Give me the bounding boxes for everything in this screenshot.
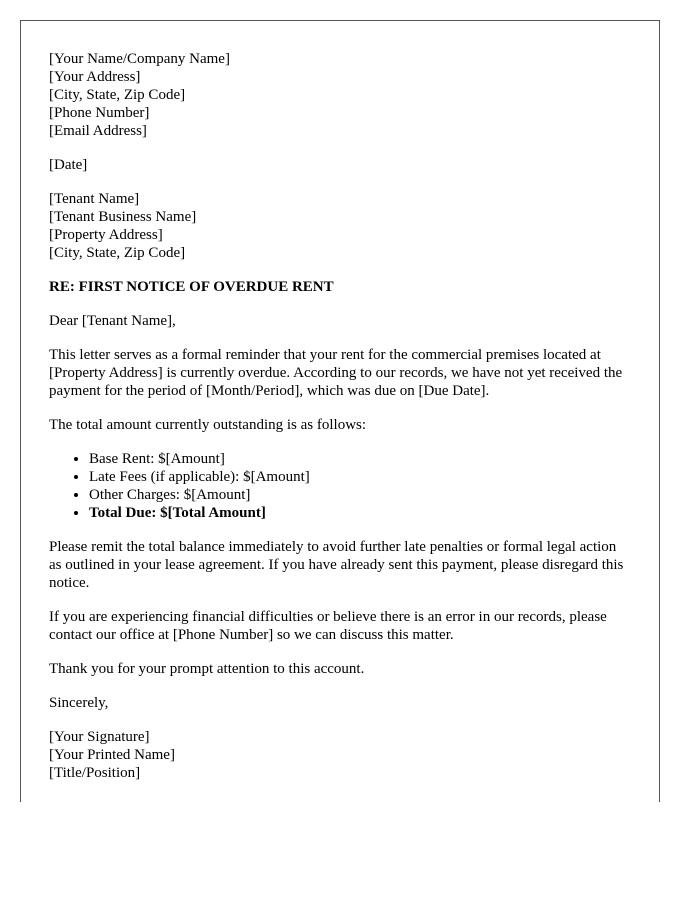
signature-block xyxy=(49,728,631,782)
letter-page xyxy=(20,20,660,802)
sender-block xyxy=(49,50,631,140)
sender-address: [Your Address] xyxy=(49,69,141,85)
remit-paragraph: Please remit the total balance immediately to avoid further late penalties or formal legal action as outlined in your lease agreement. If you have already sent this payment, please disregard this notice. xyxy=(49,539,624,591)
closing: Sincerely, xyxy=(49,695,109,711)
thanks-paragraph: Thank you for your prompt attention to this account. xyxy=(49,661,365,677)
recipient-property: [Property Address] xyxy=(49,227,163,243)
list-item: • Other Charges: $[Amount] xyxy=(89,486,631,504)
recipient-business: [Tenant Business Name] xyxy=(49,209,197,225)
intro-paragraph: This letter serves as a formal reminder that your rent for the commercial premises located at [Property Address] is currently overdue. According to our records, we have not yet received the payment for the period of [Month/Period], which was due on [Due Date]. xyxy=(49,347,623,399)
title-position: [Title/Position] xyxy=(49,765,141,781)
charges-list xyxy=(49,450,631,522)
sender-phone: [Phone Number] xyxy=(49,105,150,121)
outstanding-paragraph: The total amount currently outstanding is as follows: xyxy=(49,417,367,433)
recipient-block xyxy=(49,190,631,262)
list-item: • Late Fees (if applicable): $[Amount] xyxy=(89,468,631,486)
subject-line: RE: FIRST NOTICE OF OVERDUE RENT xyxy=(49,279,334,295)
recipient-city: [City, State, Zip Code] xyxy=(49,245,186,261)
sender-name: [Your Name/Company Name] xyxy=(49,51,230,67)
recipient-name: [Tenant Name] xyxy=(49,191,140,207)
date-line: [Date] xyxy=(49,157,88,173)
printed-name: [Your Printed Name] xyxy=(49,747,175,763)
signature-line: [Your Signature] xyxy=(49,729,150,745)
salutation: Dear [Tenant Name], xyxy=(49,313,176,329)
total-due-item: • Total Due: $[Total Amount] xyxy=(89,504,631,522)
difficulties-paragraph: If you are experiencing financial difficulties or believe there is an error in our records, please contact our office at [Phone Number] so we can discuss this matter. xyxy=(49,609,607,643)
sender-city: [City, State, Zip Code] xyxy=(49,87,186,103)
sender-email: [Email Address] xyxy=(49,123,147,139)
list-item: • Base Rent: $[Amount] xyxy=(89,450,631,468)
